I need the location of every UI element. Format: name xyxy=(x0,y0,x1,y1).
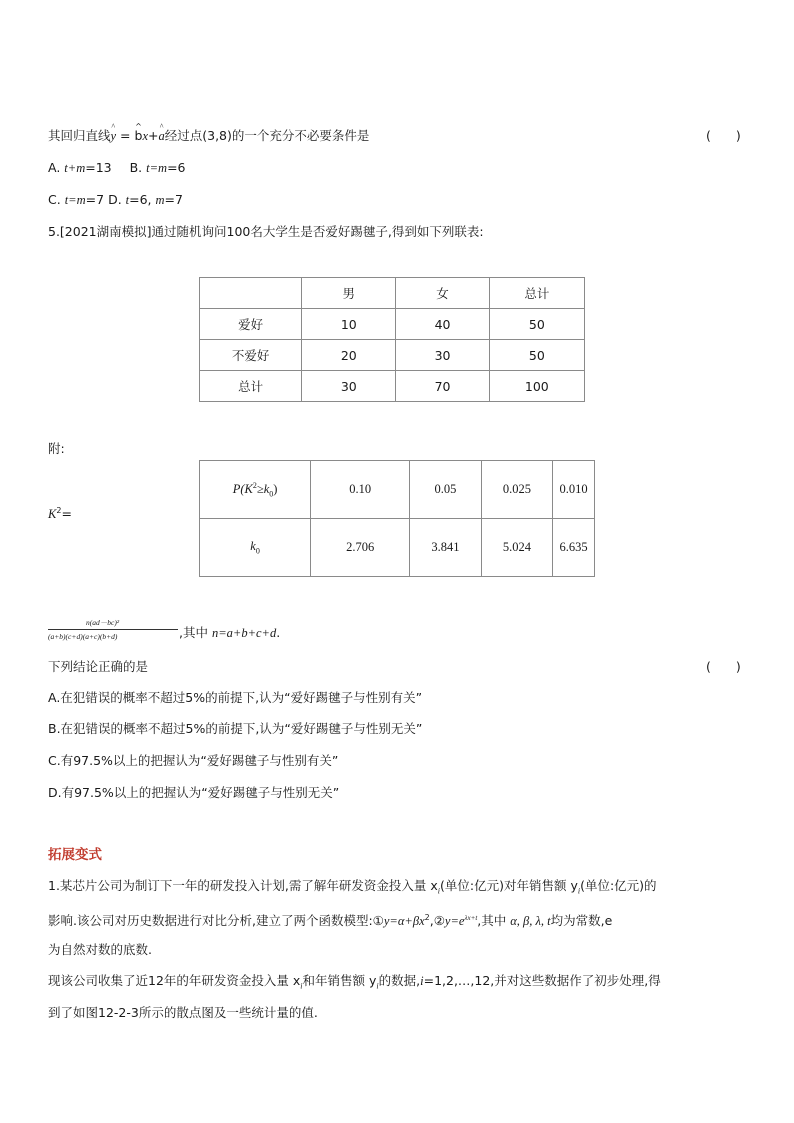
section-heading: 拓展变式 xyxy=(48,847,102,863)
table-cell: 50 xyxy=(489,340,584,371)
q4-stem xyxy=(48,128,369,144)
ext-text: 1.某芯片公司为制订下一年的研发投入计划,需了解年研发资金投入量 x xyxy=(48,878,438,893)
ext-text: 的数据, xyxy=(378,973,421,988)
tail-math: n=a+b+c+d xyxy=(211,626,277,640)
table-cell: 6.635 xyxy=(553,519,595,577)
opt-d-math: t xyxy=(125,193,130,207)
tail-text: ,其中 xyxy=(179,625,212,640)
k2-fraction-bar xyxy=(48,629,178,630)
table-cell-label xyxy=(200,461,311,519)
opt-c-letter: C. xyxy=(48,192,65,207)
ext-p2-line2: 到了如图12-2-3所示的散点图及一些统计量的值. xyxy=(48,1005,318,1020)
k2-fraction-tail xyxy=(179,625,280,641)
opt-b-letter: B. xyxy=(129,160,147,175)
ext-text: (单位:亿元)对年销售额 y xyxy=(440,878,578,893)
table-cell: 0.05 xyxy=(410,461,481,519)
k2-fraction-denominator: (a+b)(c+d)(a+c)(b+d) xyxy=(48,632,118,641)
ext-text: 影响.该公司对历史数据进行对比分析,建立了两个函数模型:① xyxy=(48,913,384,929)
table-row xyxy=(200,461,595,519)
table-cell: 总计 xyxy=(200,371,302,402)
opt-b-math: t=m xyxy=(146,161,168,175)
table-cell: 0.10 xyxy=(311,461,410,519)
contingency-table xyxy=(199,277,585,402)
k2-fraction-numerator: n(ad－bc)² xyxy=(86,618,120,627)
model2-sup: λx+t xyxy=(464,914,478,922)
opt-d-mid: =6, xyxy=(129,192,156,207)
ext-text: =1,2,…,12,并对这些数据作了初步处理,得 xyxy=(423,973,661,988)
table-cell: 40 xyxy=(396,309,489,340)
k2-label xyxy=(48,503,72,522)
q5-option-c: C.有97.5%以上的把握认为“爱好踢毽子与性别有关” xyxy=(48,753,339,768)
ext-text: 和年销售额 y xyxy=(302,973,377,988)
table-cell: 3.841 xyxy=(410,519,481,577)
index-i: i xyxy=(420,974,424,988)
opt-d-math2: m xyxy=(155,193,165,207)
ext-p1-line3: 为自然对数的底数. xyxy=(48,942,152,957)
opt-a-letter: A. xyxy=(48,160,65,175)
table-cell: 20 xyxy=(302,340,396,371)
opt-b-rest: =6 xyxy=(167,160,186,175)
p-label-c: ) xyxy=(273,481,278,496)
table-cell: 男 xyxy=(302,278,396,309)
a-hat: ^ a xyxy=(158,128,164,144)
table-cell: 0.025 xyxy=(481,461,552,519)
model1-sup: 2 xyxy=(424,913,430,922)
p-label-sup: 2 xyxy=(252,480,257,490)
k2-equals: = xyxy=(61,506,72,522)
p-label-a: P(K xyxy=(232,481,253,496)
table-row xyxy=(200,519,595,577)
ext-text: ,其中 xyxy=(477,913,511,929)
table-cell: 30 xyxy=(396,340,489,371)
table-cell: 10 xyxy=(302,309,396,340)
sub-i: i xyxy=(577,886,581,896)
table-cell: 30 xyxy=(302,371,396,402)
y-hat: ^ y xyxy=(111,128,117,144)
table-cell: 爱好 xyxy=(200,309,302,340)
sub-i: i xyxy=(376,981,379,991)
opt-a-math: t+m xyxy=(64,161,86,175)
ext-text: 现该公司收集了近12年的年研发资金投入量 x xyxy=(48,973,301,988)
model1-math: y=α+βx xyxy=(383,914,425,929)
q4-stem-text: 其回归直线 xyxy=(48,128,111,143)
k-sup: 2 xyxy=(56,506,62,515)
table-cell-label xyxy=(200,519,311,577)
appendix-label: 附: xyxy=(48,441,65,456)
q5-answer-bracket: ( ) xyxy=(706,659,741,674)
q5-ask: 下列结论正确的是 xyxy=(48,659,149,674)
sub-i: i xyxy=(437,886,441,896)
opt-d-rest: =7 xyxy=(164,192,183,207)
model2-math: y=e xyxy=(444,914,465,929)
q4-stem-tail: 经过点(3,8)的一个充分不必要条件是 xyxy=(164,128,370,143)
opt-c-math: t=m xyxy=(64,193,86,207)
table-cell: 不爱好 xyxy=(200,340,302,371)
table-row xyxy=(200,371,585,402)
q5-option-a: A.在犯错误的概率不超过5%的前提下,认为“爱好踢毽子与性别有关” xyxy=(48,690,423,705)
ext-p1-line2 xyxy=(48,910,612,929)
q4-option-ab xyxy=(48,160,186,176)
q5-stem: 5.[2021湖南模拟]通过随机询问100名大学生是否爱好踢毽子,得到如下列联表: xyxy=(48,224,484,239)
table-cell: 100 xyxy=(489,371,584,402)
ext-text: 均为常数,e xyxy=(550,913,613,929)
table-cell: 0.010 xyxy=(553,461,595,519)
table-cell: 总计 xyxy=(489,278,584,309)
critical-value-table xyxy=(199,460,595,577)
ext-p1-line1 xyxy=(48,878,657,900)
k-var: K xyxy=(48,507,57,522)
p-label-b: ≥k xyxy=(256,481,270,496)
table-row xyxy=(200,340,585,371)
greek-constants: α, β, λ, t xyxy=(510,914,551,929)
table-cell xyxy=(200,278,302,309)
table-row xyxy=(200,309,585,340)
k0-label: k xyxy=(250,539,256,554)
table-header-row xyxy=(200,278,585,309)
ext-text: ,② xyxy=(429,913,445,929)
q4-option-cd xyxy=(48,192,183,208)
ext-text: (单位:亿元)的 xyxy=(580,878,657,893)
tail-period: . xyxy=(276,625,281,640)
q5-option-d: D.有97.5%以上的把握认为“爱好踢毽子与性别无关” xyxy=(48,785,340,800)
p-label-sub: 0 xyxy=(269,489,274,499)
equals: = xyxy=(116,128,135,143)
table-cell: 女 xyxy=(396,278,489,309)
opt-a-rest: =13 xyxy=(85,160,112,175)
table-cell: 70 xyxy=(396,371,489,402)
x-var: x xyxy=(142,129,148,143)
table-cell: 50 xyxy=(489,309,584,340)
plus: + xyxy=(148,128,159,143)
opt-c-rest: =7 xyxy=(85,192,105,207)
ext-p2-line1 xyxy=(48,973,661,995)
table-cell: 2.706 xyxy=(311,519,410,577)
q4-answer-bracket: ( ) xyxy=(706,128,741,143)
opt-d-letter: D. xyxy=(108,192,126,207)
q5-option-b: B.在犯错误的概率不超过5%的前提下,认为“爱好踢毽子与性别无关” xyxy=(48,721,423,736)
table-cell: 5.024 xyxy=(481,519,552,577)
k0-sub: 0 xyxy=(255,546,260,556)
sub-i: i xyxy=(300,981,303,991)
b-hat: ^ b xyxy=(135,128,143,144)
